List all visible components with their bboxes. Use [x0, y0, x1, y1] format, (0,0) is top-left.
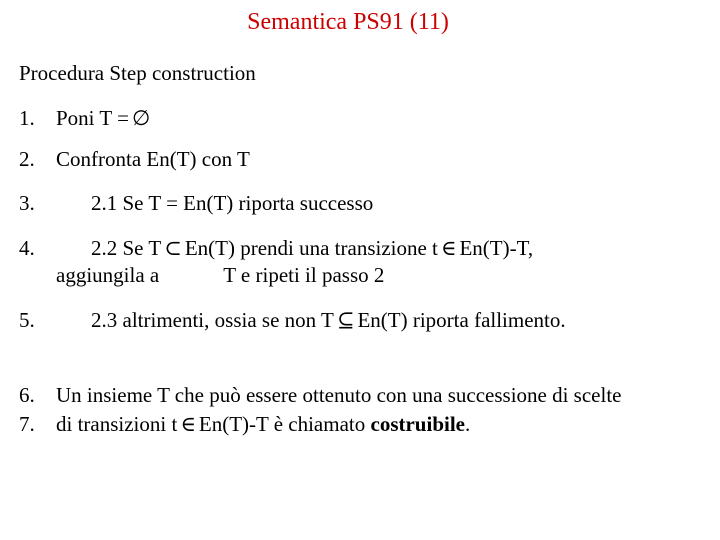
step-text: En(T)-T è chiamato [198, 412, 366, 436]
bold-term: costruibile [370, 412, 465, 436]
step-1 [19, 108, 153, 129]
step-number: 1. [19, 106, 35, 130]
step-text: Confronta En(T) con T [56, 147, 250, 171]
step-4 [19, 238, 533, 259]
step-2 [19, 149, 250, 170]
step-7 [19, 414, 470, 435]
step-5 [19, 310, 566, 331]
step-4-continuation [56, 265, 384, 286]
subset-or-equal-symbol: ⊆ [336, 308, 355, 332]
element-of-symbol: ∈ [440, 236, 457, 260]
step-3 [19, 193, 373, 214]
step-text: En(T)-T, [459, 236, 534, 260]
step-text: En(T) riporta fallimento. [357, 308, 566, 332]
slide-title: Semantica PS91 (11) [247, 9, 449, 35]
element-of-symbol: ∈ [180, 412, 196, 436]
step-number: 2. [19, 147, 35, 171]
step-text: aggiungila a [56, 263, 160, 287]
step-text: 2.1 Se T = En(T) riporta successo [91, 191, 374, 215]
step-text: En(T) prendi una transizione t [184, 236, 438, 260]
procedure-heading: Procedura Step construction [19, 61, 256, 85]
step-text: 2.3 altrimenti, ossia se non T [91, 308, 334, 332]
subset-symbol: ⊂ [164, 236, 182, 260]
step-text: Poni T = [56, 106, 129, 130]
step-text: . [465, 412, 471, 436]
step-text: di transizioni t [56, 412, 178, 436]
step-number: 7. [19, 412, 35, 436]
step-text: T e ripeti il passo 2 [223, 263, 385, 287]
step-number: 5. [19, 308, 35, 332]
step-number: 4. [19, 236, 35, 260]
step-number: 6. [19, 383, 35, 407]
step-number: 3. [19, 191, 35, 215]
step-text: Un insieme T che può essere ottenuto con una successione di scelte [56, 383, 622, 407]
empty-set-symbol: ∅ [131, 106, 151, 130]
step-text: 2.2 Se T [91, 236, 162, 260]
step-6 [19, 385, 621, 406]
